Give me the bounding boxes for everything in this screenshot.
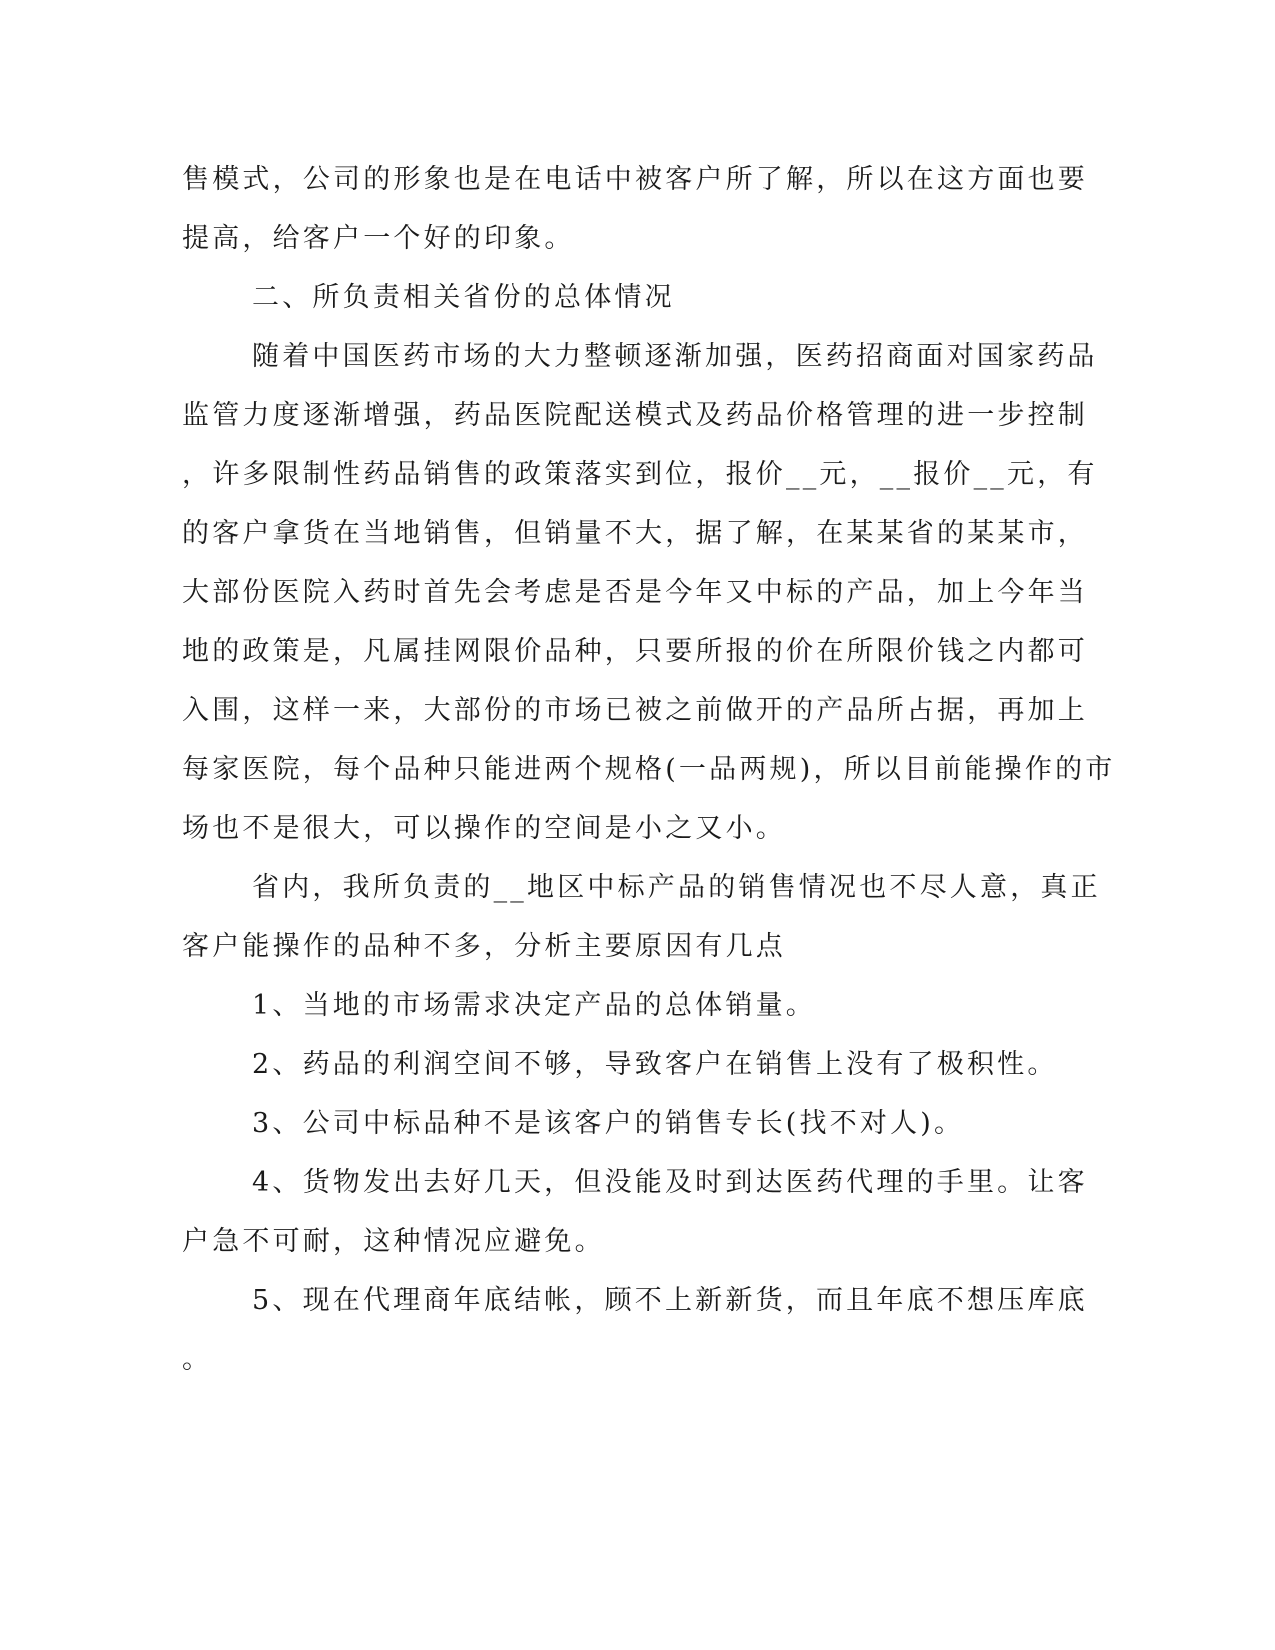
list-item: 3、公司中标品种不是该客户的销售专长(找不对人)。 [252,1108,965,1139]
section-heading: 二、所负责相关省份的总体情况 [252,282,675,313]
text-line: 。 [182,1344,213,1375]
text-line: 入围，这样一来，大部份的市场已被之前做开的产品所占据，再加上 [182,695,1088,726]
text-line: 的客户拿货在当地销售，但销量不大，据了解，在某某省的某某市， [182,518,1088,549]
text-line: 提高，给客户一个好的印象。 [182,223,575,254]
list-item: 4、货物发出去好几天，但没能及时到达医药代理的手里。让客 [252,1167,1088,1198]
text-line: 随着中国医药市场的大力整顿逐渐加强，医药招商面对国家药品 [252,341,1098,372]
text-line: 大部份医院入药时首先会考虑是否是今年又中标的产品，加上今年当 [182,577,1088,608]
text-line: 地的政策是，凡属挂网限价品种，只要所报的价在所限价钱之内都可 [182,636,1088,667]
list-item: 2、药品的利润空间不够，导致客户在销售上没有了极积性。 [252,1049,1058,1080]
text-line: 省内，我所负责的__地区中标产品的销售情况也不尽人意，真正 [252,872,1101,903]
list-item: 5、现在代理商年底结帐，顾不上新新货，而且年底不想压库底 [252,1285,1088,1316]
text-line: 户急不可耐，这种情况应避免。 [182,1226,605,1257]
text-line: 客户能操作的品种不多，分析主要原因有几点 [182,931,786,962]
text-line: ，许多限制性药品销售的政策落实到位，报价__元，__报价__元，有 [182,459,1098,490]
list-item: 1、当地的市场需求决定产品的总体销量。 [252,990,816,1021]
text-line: 售模式，公司的形象也是在电话中被客户所了解，所以在这方面也要 [182,164,1088,195]
text-line: 每家医院，每个品种只能进两个规格(一品两规)，所以目前能操作的市 [182,754,1116,785]
text-line: 监管力度逐渐增强，药品医院配送模式及药品价格管理的进一步控制 [182,400,1088,431]
text-line: 场也不是很大，可以操作的空间是小之又小。 [182,813,786,844]
